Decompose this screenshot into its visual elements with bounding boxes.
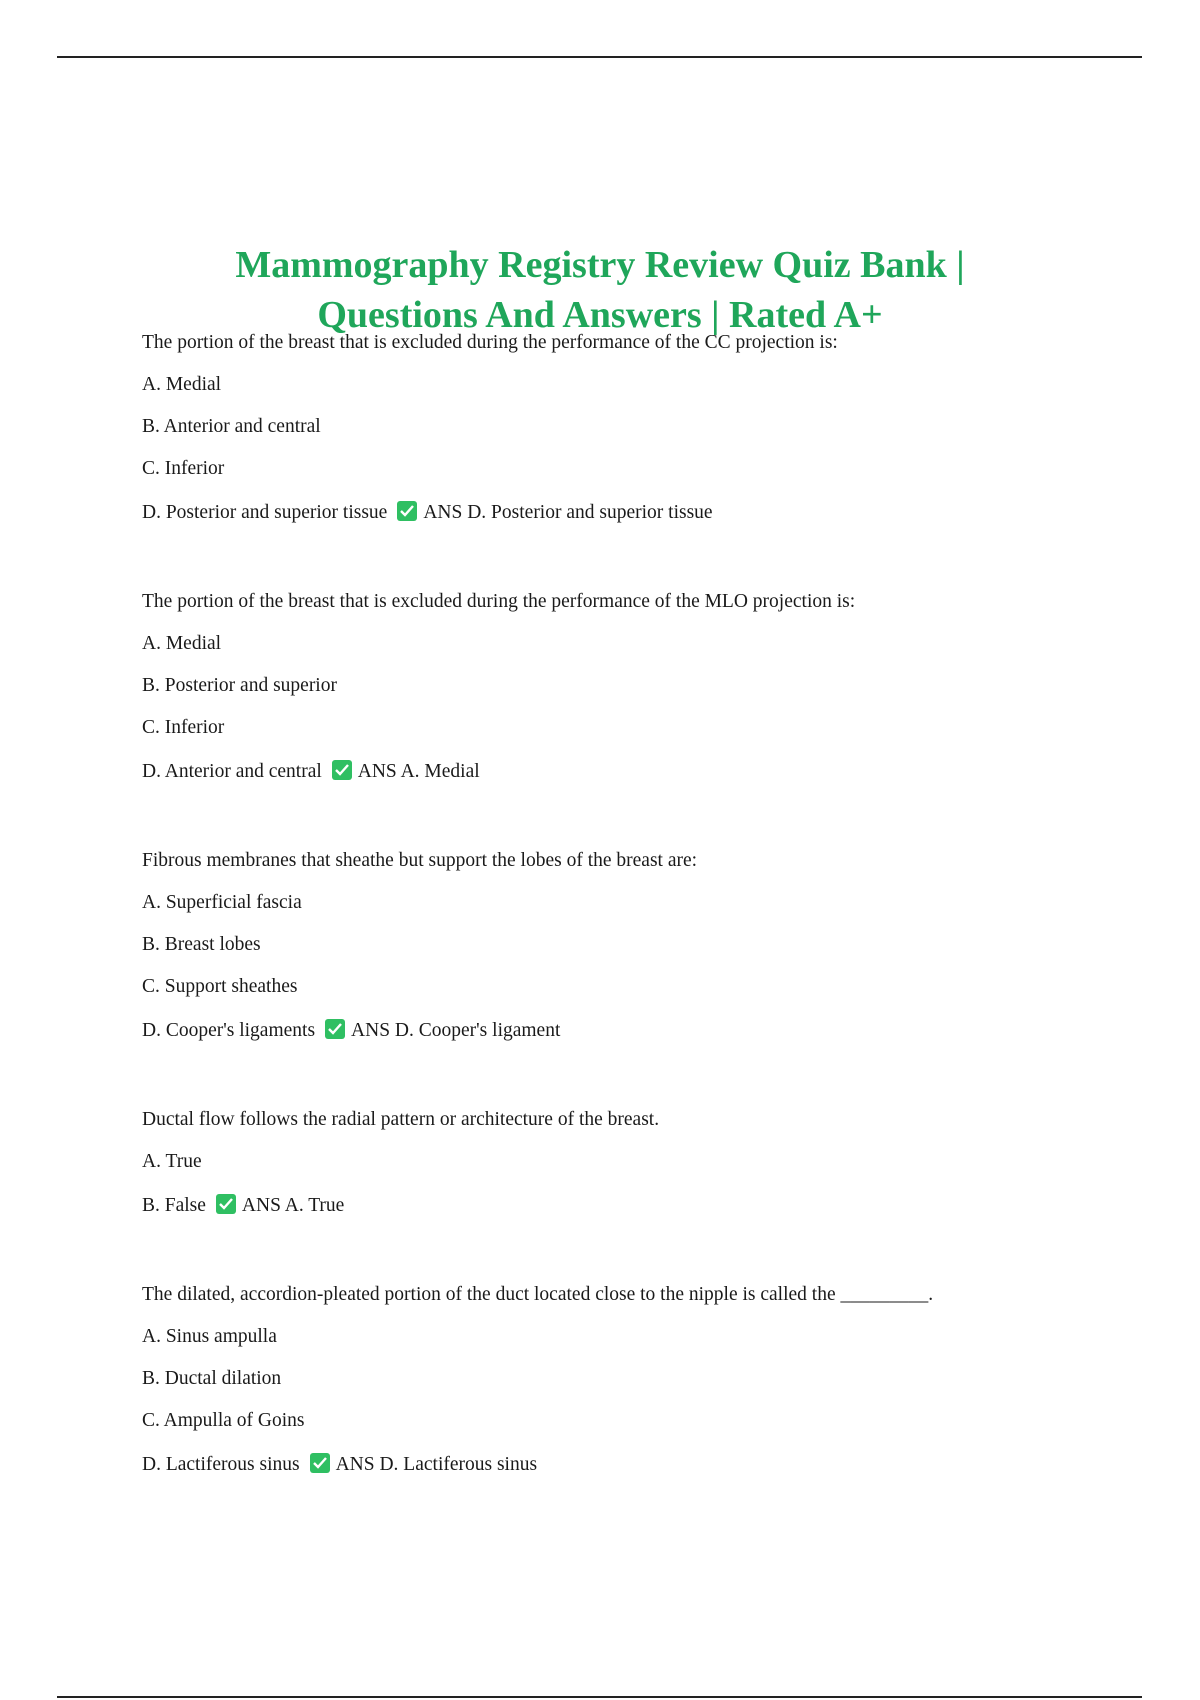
option: A. Sinus ampulla: [142, 1326, 277, 1347]
answer-text: ANS D. Posterior and superior tissue: [423, 502, 713, 523]
option: B. Anterior and central: [142, 416, 321, 437]
question-block-4: [142, 1099, 1102, 1229]
footer-rule: [57, 1696, 1142, 1698]
question-stem: The dilated, accordion-pleated portion of the duct located close to the nipple is called the _________.: [142, 1284, 934, 1305]
question-block-5: [142, 1274, 1102, 1488]
checkmark-icon: [397, 501, 417, 521]
option: B. Breast lobes: [142, 934, 261, 955]
question-stem: Fibrous membranes that sheathe but support the lobes of the breast are:: [142, 850, 698, 871]
title-line-1: Mammography Registry Review Quiz Bank |: [235, 244, 965, 287]
option: B. Ductal dilation: [142, 1368, 282, 1389]
option: A. Medial: [142, 374, 222, 395]
question-block-3: [142, 840, 1102, 1054]
header-rule: [57, 56, 1142, 58]
answer-text: ANS A. Medial: [357, 761, 480, 782]
option: D. Lactiferous sinus: [142, 1454, 300, 1475]
option: C. Support sheathes: [142, 976, 298, 997]
answer-text: ANS A. True: [241, 1195, 345, 1216]
option: A. Superficial fascia: [142, 892, 302, 913]
checkmark-icon: [332, 760, 352, 780]
answer-line: [142, 1008, 1102, 1054]
option: A. True: [142, 1151, 202, 1172]
checkmark-icon: [310, 1453, 330, 1473]
option: C. Ampulla of Goins: [142, 1410, 305, 1431]
question-stem: Ductal flow follows the radial pattern or architecture of the breast.: [142, 1109, 660, 1130]
answer-line: [142, 749, 1102, 795]
question-stem: The portion of the breast that is excluded during the performance of the CC projection is:: [142, 332, 838, 353]
option: D. Cooper's ligaments: [142, 1020, 316, 1041]
option: C. Inferior: [142, 717, 225, 738]
question-block-2: [142, 581, 1102, 795]
option: D. Posterior and superior tissue: [142, 502, 388, 523]
answer-text: ANS D. Lactiferous sinus: [335, 1454, 538, 1475]
title-line-2: Questions And Answers | Rated A+: [317, 294, 883, 337]
checkmark-icon: [325, 1019, 345, 1039]
checkmark-icon: [216, 1194, 236, 1214]
option: B. Posterior and superior: [142, 675, 337, 696]
answer-line: [142, 1183, 1102, 1229]
question-stem: The portion of the breast that is excluded during the performance of the MLO projection is:: [142, 591, 856, 612]
question-block-1: [142, 322, 1102, 536]
answer-line: [142, 1442, 1102, 1488]
option: B. False: [142, 1195, 206, 1216]
option: A. Medial: [142, 633, 222, 654]
answer-text: ANS D. Cooper's ligament: [351, 1020, 561, 1041]
answer-line: [142, 490, 1102, 536]
option: D. Anterior and central: [142, 761, 322, 782]
option: C. Inferior: [142, 458, 225, 479]
